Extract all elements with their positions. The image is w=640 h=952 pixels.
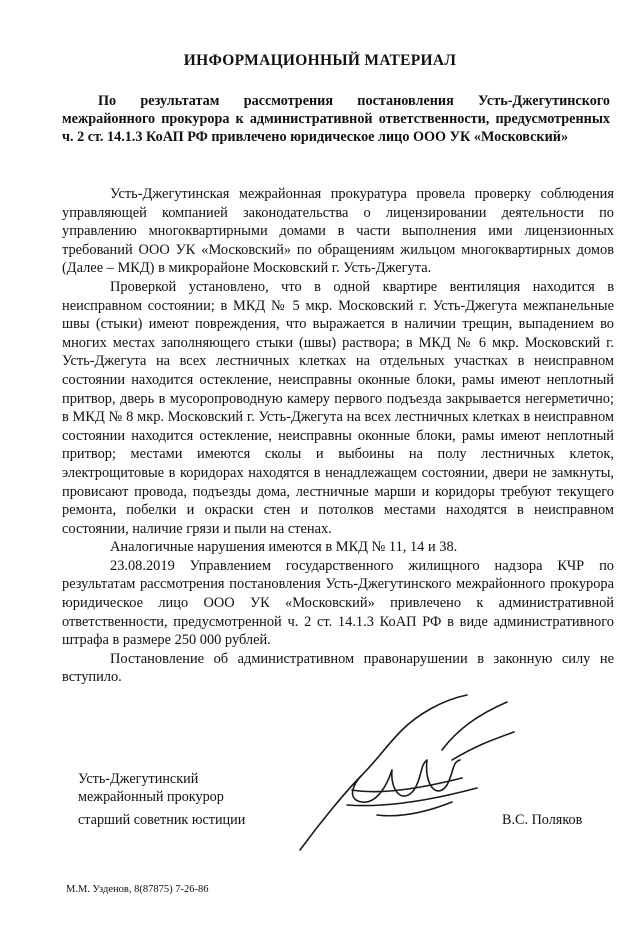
paragraph-similar-violations: Аналогичные нарушения имеются в МКД № 11, 14 и 38. bbox=[110, 539, 458, 556]
document-body bbox=[62, 185, 614, 687]
handwritten-signature bbox=[292, 690, 522, 860]
signatory-name: В.С. Поляков bbox=[502, 812, 583, 828]
document-title: ИНФОРМАЦИОННЫЙ МАТЕРИАЛ bbox=[183, 52, 457, 69]
signatory-rank: старший советник юстиции bbox=[78, 812, 246, 828]
document-subject: По результатам рассмотрения постановления Усть-Джегутинского межрайонного прокурора к административной ответственности, предусмотренных ч. 2 ст. 14.1.3 КоАП РФ привлечено юридическое лицо ООО УК «Московский» bbox=[62, 93, 610, 146]
paragraph-inspection: Усть-Джегутинская межрайонная прокуратура провела проверку соблюдения управляющей компанией законодательства о лицензировании деятельности по управлению многоквартирными домами в части выполнения ими лицензионных требований ООО УК «Московский» по обращениям жильцом многоквартирных домов (Далее – МКД) в микрорайоне Московский г. Усть-Джегута. bbox=[62, 186, 614, 277]
signatory-position-line2: межрайонный прокурор bbox=[78, 788, 224, 805]
executor-contact: М.М. Узденов, 8(87875) 7-26-86 bbox=[66, 884, 209, 895]
paragraph-penalty: 23.08.2019 Управлением государственного жилищного надзора КЧР по результатам рассмотрения постановления Усть-Джегутинского межрайонного прокурора юридическое лицо ООО УК «Московский» привлечено к административной ответственности, предусмотренной ч. 2 ст. 14.1.3 КоАП РФ в виде административного штрафа в размере 250 000 рублей. bbox=[62, 557, 614, 649]
signatory-position bbox=[78, 771, 224, 806]
paragraph-status: Постановление об административном правонарушении в законную силу не вступило. bbox=[62, 650, 614, 686]
signatory-position-line1: Усть-Джегутинский bbox=[78, 771, 199, 787]
paragraph-findings: Проверкой установлено, что в одной квартире вентиляция находится в неисправном состоянии; в МКД № 5 мкр. Московский г. Усть-Джегута межпанельные швы (стыки) имеют повреждения, что выражается в наличии трещин, выпадением во многих местах заполняющего стыки (швы) раствора; в МКД № 6 мкр. Московский г. Усть-Джегута на всех лестничных клетках на отдельных участках в неисправном состоянии находится остекление, неисправны оконные блоки, рамы имеют неплотный притвор, дверь в мусоропроводную камеру первого подъезда закрывается негерметично; в МКД № 8 мкр. Московский г. Усть-Джегута на всех лестничных клетках в неисправном состоянии находится остекление, неисправны оконные блоки, рамы имеют неплотный притвор; местами имеются сколы и выбоины на полу лестничных клеток, электрощитовые в коридорах находятся в ненадлежащем состоянии, двери не замкнуты, провисают провода, подъезды дома, лестничные марши и коридоры требуют текущего ремонта, побелки и окраски стен и потолков местами находятся в неисправном состоянии, наличие грязи и пыли на стенах. bbox=[62, 278, 614, 537]
